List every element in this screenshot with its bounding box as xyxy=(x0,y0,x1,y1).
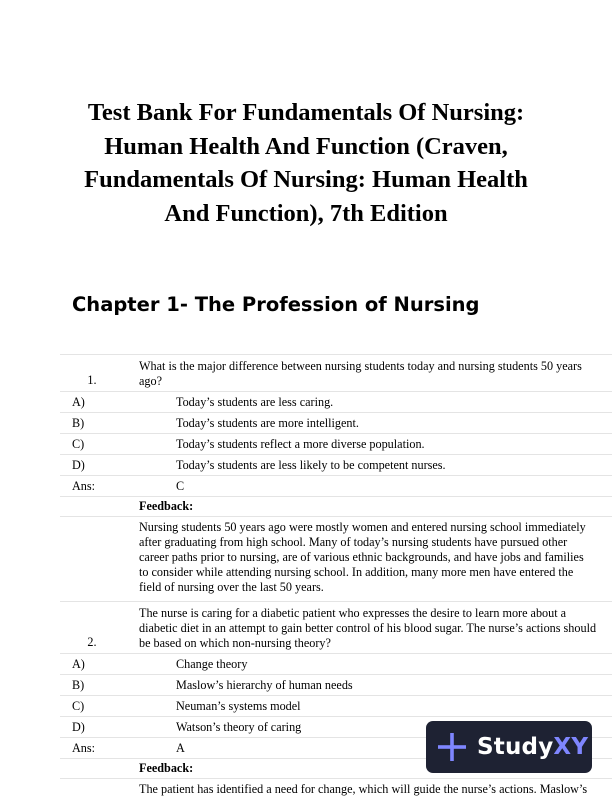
question-text-line: The nurse is caring for a diabetic patient who expresses the desire to learn more about a xyxy=(139,606,567,620)
question-row xyxy=(60,601,612,653)
option-label: D) xyxy=(72,457,85,472)
answer-label: Ans: xyxy=(72,478,96,493)
answer-row xyxy=(60,475,612,496)
question-text-line: be based on which non-nursing theory? xyxy=(139,636,331,650)
option-text: Maslow’s hierarchy of human needs xyxy=(176,677,353,692)
studyxy-badge[interactable] xyxy=(426,721,592,773)
feedback-text xyxy=(139,779,612,808)
answer-label: Ans: xyxy=(72,740,96,755)
option-text: Today’s students are less caring. xyxy=(176,394,334,409)
option-row xyxy=(60,391,612,412)
brand-logo-part: Study xyxy=(477,734,554,760)
title-line: Human Health And Function (Craven, xyxy=(104,132,508,160)
option-row xyxy=(60,412,612,433)
feedback-line: to consider while attending nursing school. In addition, many more men have entered the xyxy=(139,565,574,579)
brand-logo xyxy=(477,734,588,760)
option-row xyxy=(60,433,612,454)
option-row xyxy=(60,653,612,674)
option-label: C) xyxy=(72,698,85,713)
option-label: B) xyxy=(72,677,85,692)
feedback-row xyxy=(60,516,612,601)
feedback-line: Nursing students 50 years ago were mostly women and entered nursing school immediately xyxy=(139,520,586,534)
answer-value: C xyxy=(176,478,185,493)
question-number: 2. xyxy=(87,635,97,649)
title-line: And Function), 7th Edition xyxy=(164,199,448,227)
brand-logo-part: XY xyxy=(553,734,589,760)
plus-icon xyxy=(436,731,468,763)
feedback-line: career paths prior to nursing, are of various ethnic backgrounds, and have jobs and families xyxy=(139,550,584,564)
feedback-label: Feedback: xyxy=(139,499,194,513)
question-row xyxy=(60,354,612,391)
question-text-line: What is the major difference between nursing students today and nursing students 50 years xyxy=(139,359,582,373)
option-text: Neuman’s systems model xyxy=(176,698,301,713)
option-label: D) xyxy=(72,719,85,734)
feedback-label: Feedback: xyxy=(139,761,194,775)
option-label: A) xyxy=(72,394,85,409)
question-text-line: ago? xyxy=(139,374,163,388)
option-label: A) xyxy=(72,656,85,671)
option-row xyxy=(60,454,612,475)
feedback-line: The patient has identified a need for change, which will guide the nurse’s actions. Maslow’s xyxy=(139,782,588,796)
question-text-line: diabetic diet in an attempt to gain better control of his blood sugar. The nurse’s actions should xyxy=(139,621,597,635)
chapter-heading: Chapter 1- The Profession of Nursing xyxy=(72,293,480,316)
option-row xyxy=(60,695,612,716)
document-title xyxy=(60,96,552,230)
question-text xyxy=(139,355,612,391)
feedback-label-row xyxy=(60,496,612,516)
option-label: B) xyxy=(72,415,85,430)
feedback-text xyxy=(139,517,612,601)
question-text xyxy=(139,602,612,653)
option-row xyxy=(60,674,612,695)
option-text: Today’s students reflect a more diverse population. xyxy=(176,436,425,451)
answer-value: A xyxy=(176,740,185,755)
option-text: Change theory xyxy=(176,656,248,671)
option-label: C) xyxy=(72,436,85,451)
feedback-line: after graduating from high school. Many of today’s nursing students have pursued other xyxy=(139,535,568,549)
option-text: Watson’s theory of caring xyxy=(176,719,302,734)
option-text: Today’s students are less likely to be competent nurses. xyxy=(176,457,446,472)
feedback-row xyxy=(60,778,612,808)
question-number: 1. xyxy=(87,373,97,387)
feedback-line: field of nursing over the last 50 years. xyxy=(139,580,324,594)
title-line: Test Bank For Fundamentals Of Nursing: xyxy=(87,99,525,126)
option-text: Today’s students are more intelligent. xyxy=(176,415,359,430)
title-line: Fundamentals Of Nursing: Human Health xyxy=(84,166,528,193)
